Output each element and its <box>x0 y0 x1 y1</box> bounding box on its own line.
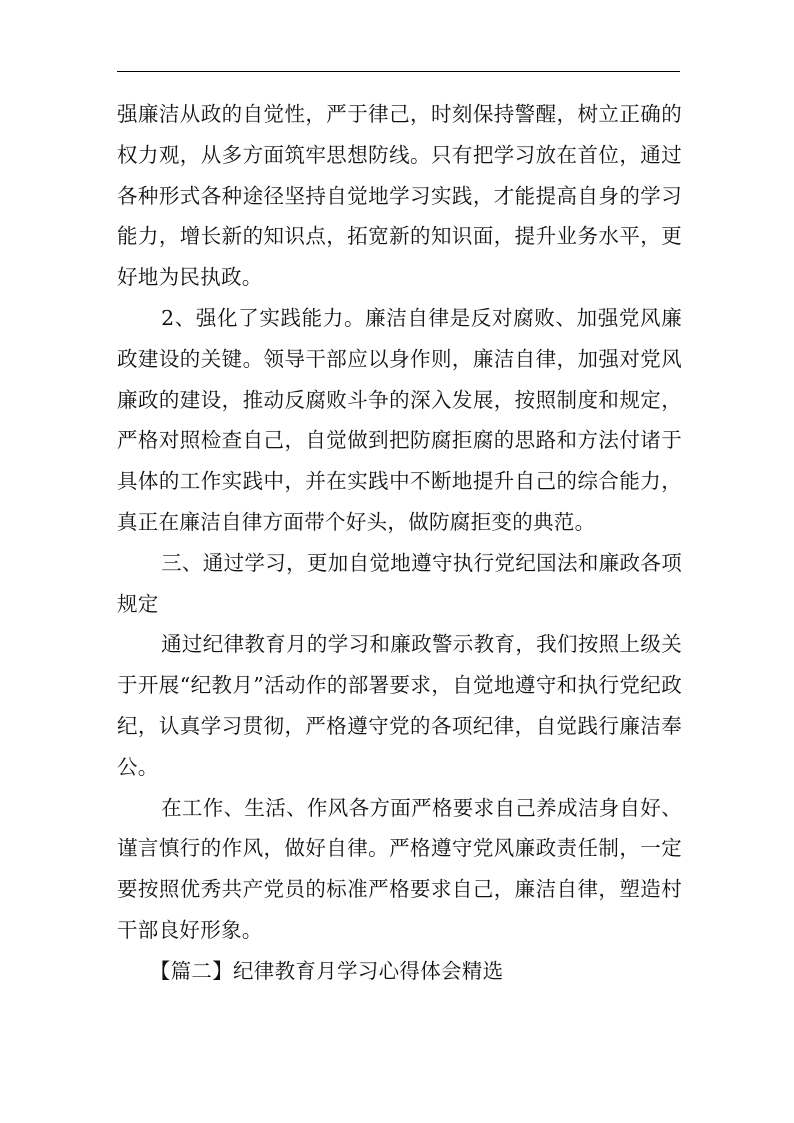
header-rule <box>117 71 680 72</box>
paragraph-continuation: 强廉洁从政的自觉性，严于律己，时刻保持警醒，树立正确的权力观，从多方面筑牢思想防线。只有把学习放在首位，通过各种形式各种途径坚持自觉地学习实践，才能提高自身的学习能力，增长新的知识点，拓宽新的知识面，提升业务水平，更好地为民执政。 <box>117 102 682 290</box>
section-heading-three: 三、通过学习，更加自觉地遵守执行党纪国法和廉政各项规定 <box>117 550 682 616</box>
paragraph-practice-ability: 2、强化了实践能力。廉洁自律是反对腐败、加强党风廉政建设的关键。领导干部应以身作则，廉洁自律，加强对党风廉政的建设，推动反腐败斗争的深入发展，按照制度和规定，严格对照检查自己，自觉做到把防腐拒腐的思路和方法付诸于具体的工作实践中，并在实践中不断地提升自己的综合能力，真正在廉洁自律方面带个好头，做防腐拒变的典范。 <box>117 305 682 534</box>
paragraph-discipline-month: 通过纪律教育月的学习和廉政警示教育，我们按照上级关于开展“纪教月”活动作的部署要求，自觉地遵守和执行党纪政纪，认真学习贯彻，严格遵守党的各项纪律，自觉践行廉洁奉公。 <box>117 632 682 779</box>
article-two-title: 【篇二】纪律教育月学习心得体会精选 <box>149 958 504 983</box>
paragraph-work-life-style: 在工作、生活、作风各方面严格要求自己养成洁身自好、谨言慎行的作风，做好自律。严格遵守党风廉政责任制，一定要按照优秀共产党员的标准严格要求自己，廉洁自律，塑造村干部良好形象。 <box>117 795 682 942</box>
document-body <box>117 94 682 992</box>
